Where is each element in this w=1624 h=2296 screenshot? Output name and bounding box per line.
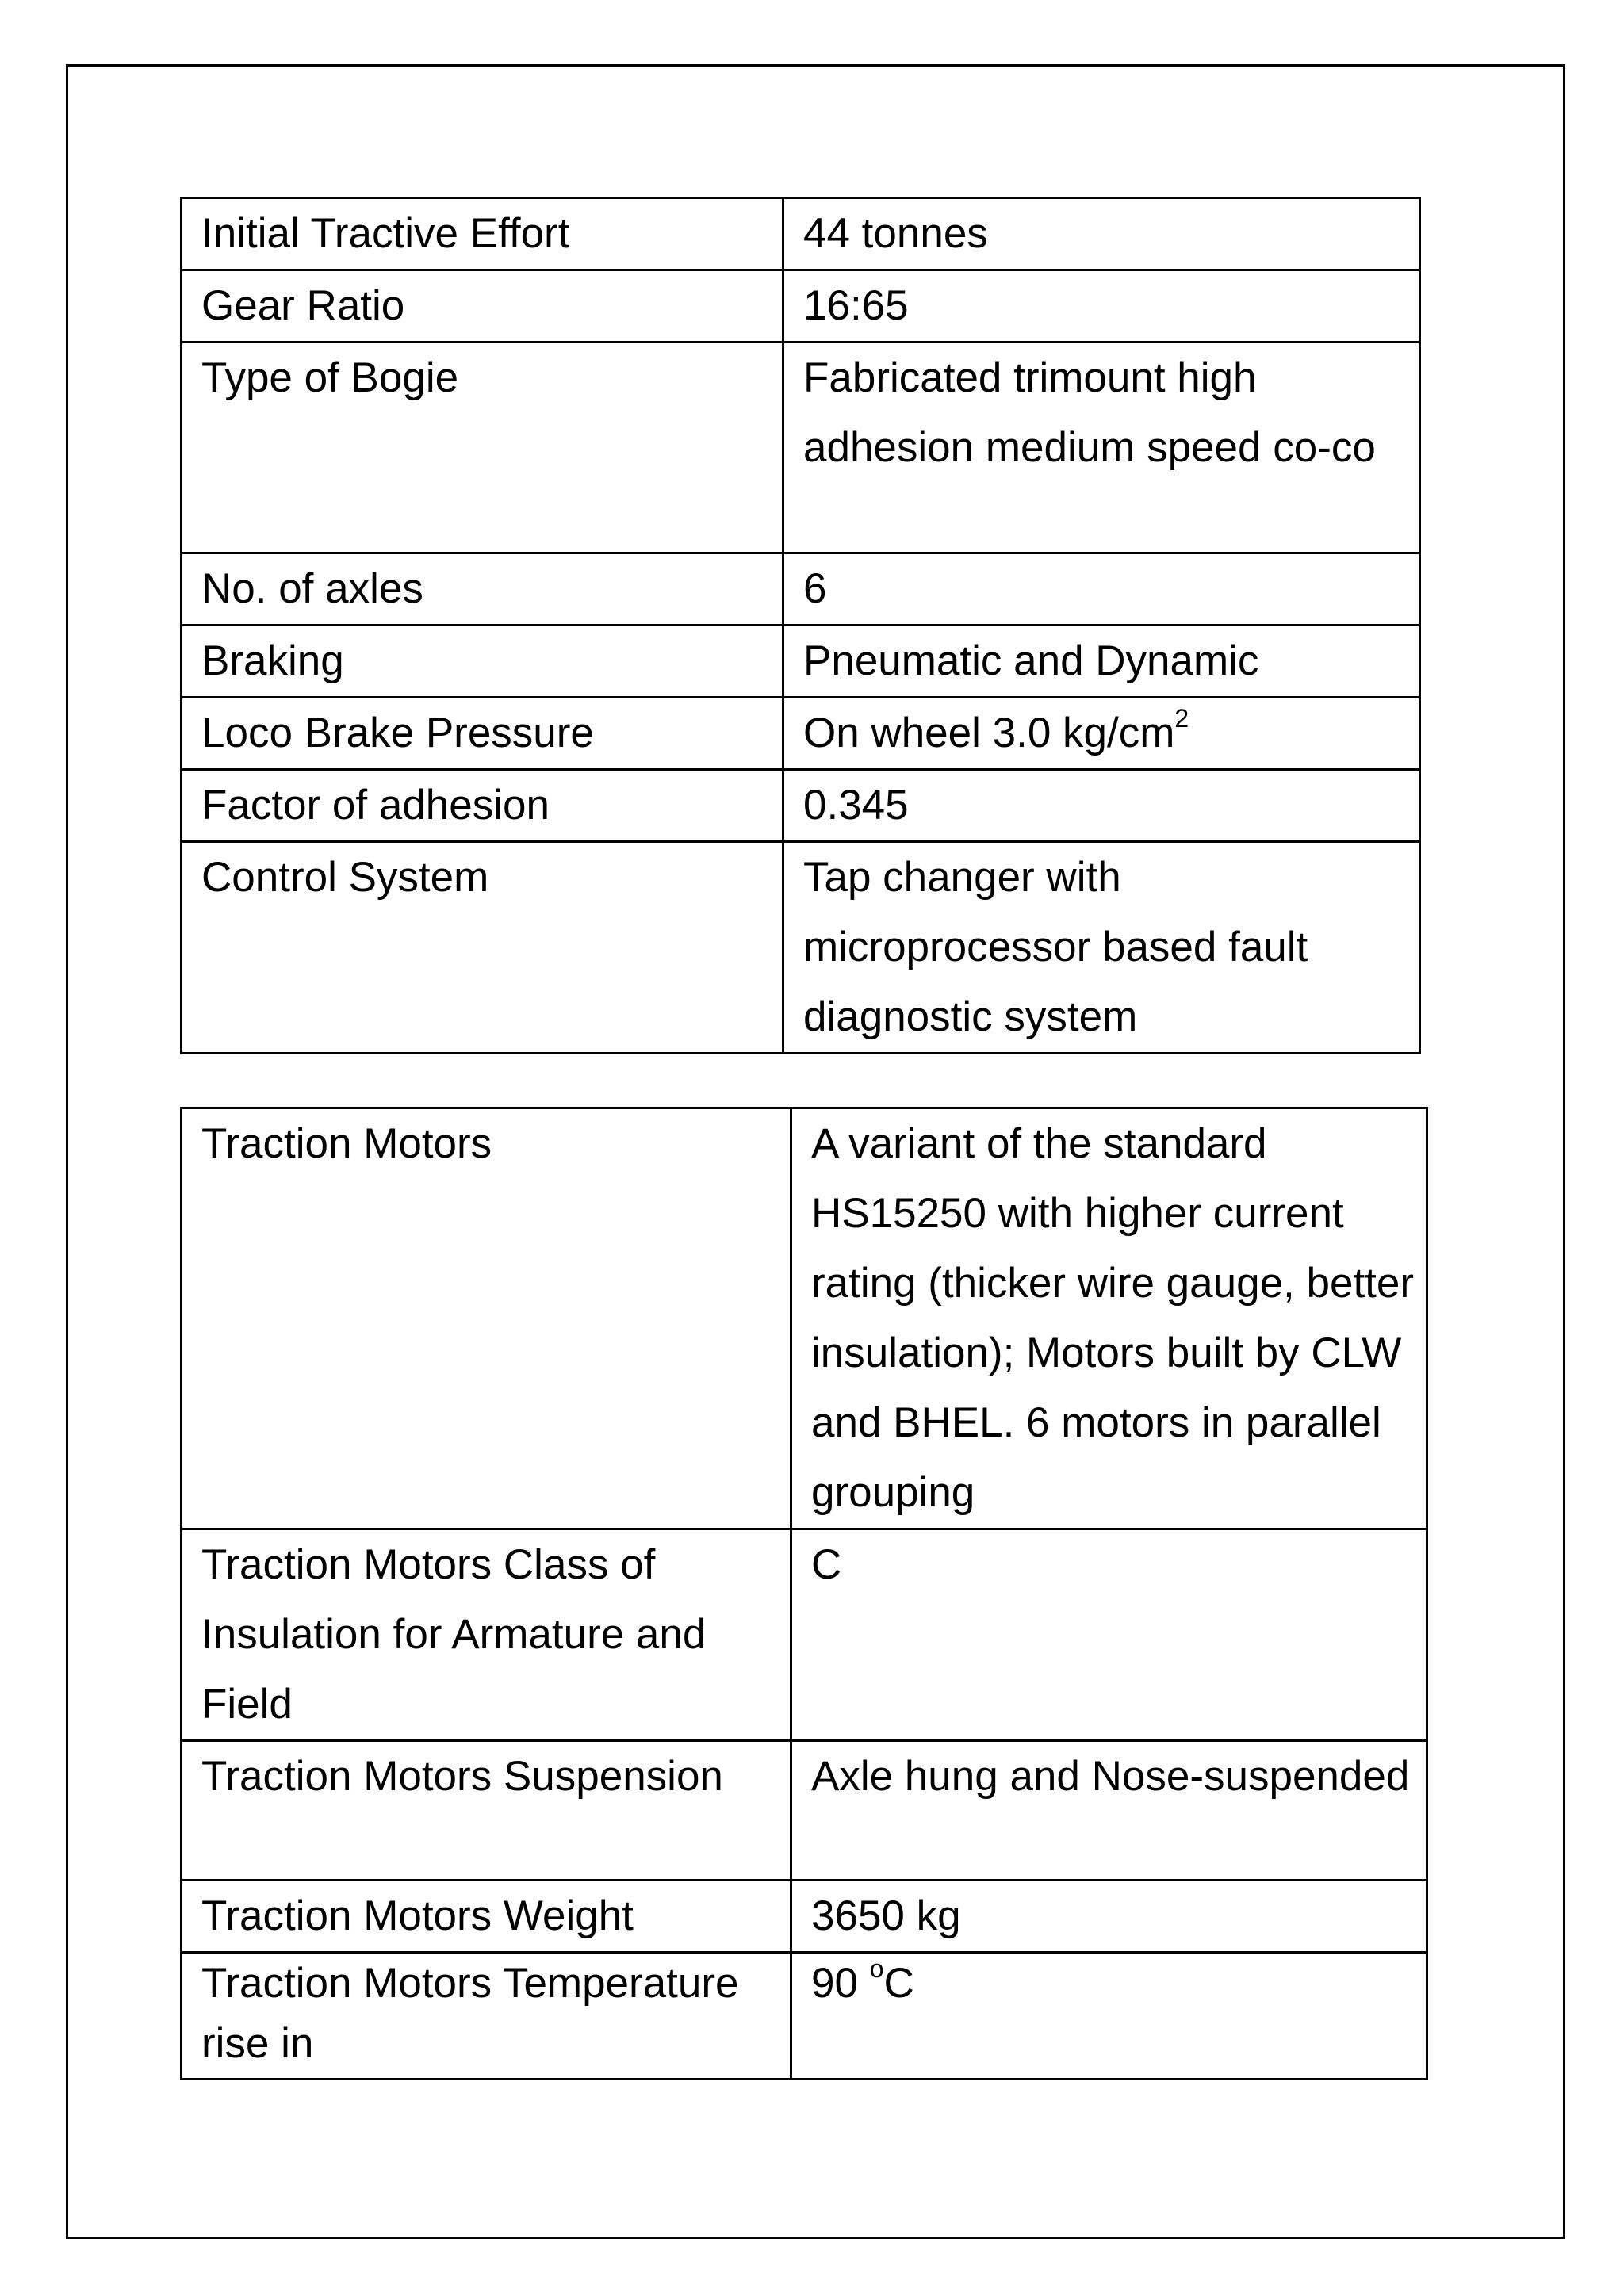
row-label: Traction Motors Temperature rise in [182,1953,791,2080]
row-value [791,1953,1427,2080]
table-row [182,770,1420,842]
table-row [182,198,1420,270]
table-row [182,270,1420,342]
table-row [182,1529,1427,1741]
row-value: 3650 kg [791,1881,1427,1953]
row-value: C [791,1529,1427,1741]
row-value: Pneumatic and Dynamic [783,626,1420,698]
value-unit: C [883,1960,914,2007]
row-label: Gear Ratio [182,270,783,342]
row-label: Control System [182,842,783,1054]
row-value: 16:65 [783,270,1420,342]
table-row [182,626,1420,698]
value-superscript: 2 [1174,704,1189,733]
specifications-table-2 [180,1107,1428,2080]
row-value: 6 [783,553,1420,626]
table-row [182,1881,1427,1953]
row-label: Loco Brake Pressure [182,698,783,770]
row-label: Traction Motors Suspension [182,1741,791,1881]
row-value: Fabricated trimount high adhesion medium speed co-co [783,342,1420,553]
row-label: No. of axles [182,553,783,626]
table-row [182,553,1420,626]
degree-superscript: o [869,1954,884,1984]
row-value: 44 tonnes [783,198,1420,270]
row-value: 0.345 [783,770,1420,842]
table-row [182,842,1420,1054]
value-text: On wheel 3.0 kg/cm [803,710,1175,756]
row-label: Traction Motors Weight [182,1881,791,1953]
row-label: Braking [182,626,783,698]
table-row [182,1741,1427,1881]
row-value: A variant of the standard HS15250 with higher current rating (thicker wire gauge, better insulation); Motors built by CLW and BHEL. 6 motors in parallel grouping [791,1108,1427,1529]
row-label: Traction Motors [182,1108,791,1529]
row-value [783,698,1420,770]
table-row [182,1108,1427,1529]
row-label: Type of Bogie [182,342,783,553]
row-label: Factor of adhesion [182,770,783,842]
table-row [182,342,1420,553]
row-label: Initial Tractive Effort [182,198,783,270]
table-row [182,1953,1427,2080]
row-value: Tap changer with microprocessor based fault diagnostic system [783,842,1420,1054]
row-label: Traction Motors Class of Insulation for Armature and Field [182,1529,791,1741]
value-number: 90 [811,1960,870,2007]
specifications-table-1 [180,197,1421,1054]
table-row [182,698,1420,770]
row-value: Axle hung and Nose-suspended [791,1741,1427,1881]
